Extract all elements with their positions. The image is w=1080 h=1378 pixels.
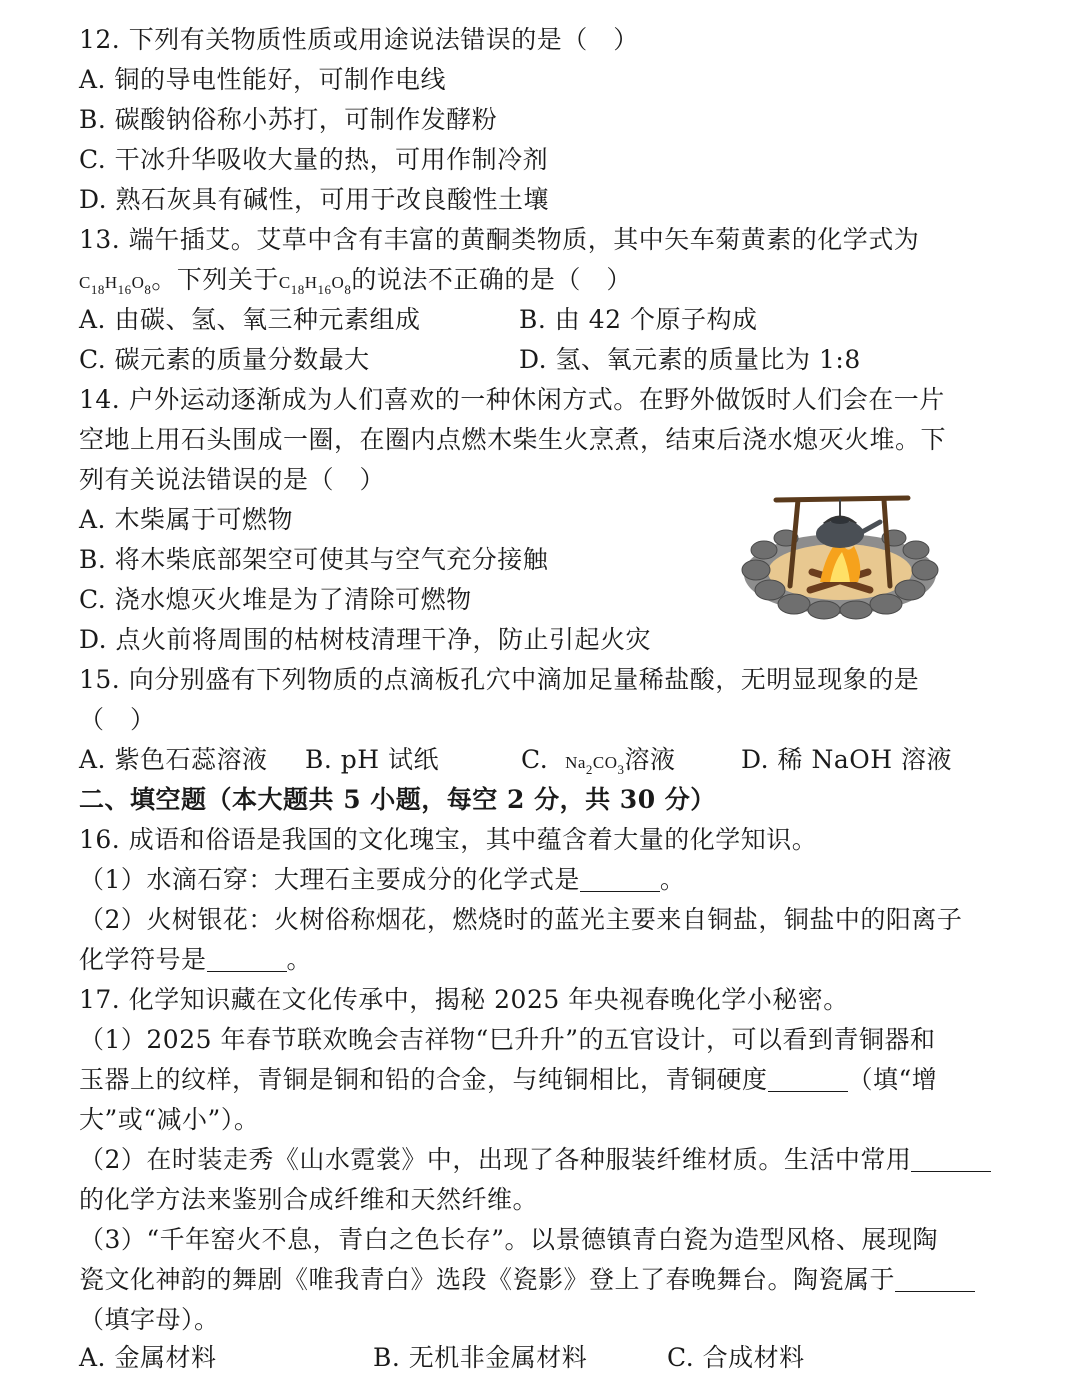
kettle-body — [816, 520, 864, 548]
q17-part1-line2: 玉器上的纹样，青铜是铜和铅的合金，与纯铜相比，青铜硬度 （填“增 — [79, 1065, 938, 1094]
q15-stem-line1: 15. 向分别盛有下列物质的点滴板孔穴中滴加足量稀盐酸，无明显现象的是 — [79, 665, 920, 694]
q16-blank-1[interactable] — [580, 863, 660, 892]
q16-part2-line1: （2）火树银花：火树俗称烟花，燃烧时的蓝光主要来自铜盐，铜盐中的阳离子 — [79, 905, 963, 934]
q13-option-a: A. 由碳、氢、氧三种元素组成 — [79, 305, 421, 334]
q17-option-b: B. 无机非金属材料 — [373, 1343, 588, 1372]
q16-blank-2[interactable] — [207, 943, 287, 972]
q17-blank-1[interactable] — [768, 1063, 848, 1092]
q13-stem-line1: 13. 端午插艾。艾草中含有丰富的黄酮类物质，其中矢车菊黄素的化学式为 — [79, 225, 920, 254]
q16-stem: 16. 成语和俗语是我国的文化瑰宝，其中蕴含着大量的化学知识。 — [79, 825, 818, 854]
q14-option-d: D. 点火前将周围的枯树枝清理干净，防止引起火灾 — [79, 625, 652, 654]
q13-stem-line2: $C_{18}H_{16}O_8$。下列关于$C_{18}H_{16}O_8$的说法不正确的是（ ） — [79, 265, 632, 297]
q15-option-b: B. pH 试纸 — [305, 745, 440, 774]
q14-option-a: A. 木柴属于可燃物 — [79, 505, 293, 534]
q16-part1: （1）水滴石穿：大理石主要成分的化学式是 。 — [79, 865, 686, 894]
q15-stem-line2: （ ） — [79, 705, 156, 734]
q15-na2co3-formula: $Na_2CO_3$ — [565, 753, 625, 777]
q13-option-d: D. 氢、氧元素的质量比为 1:8 — [519, 345, 861, 374]
q13-formula-1: $C_{18}H_{16}O_8$ — [79, 273, 152, 297]
q12-option-c: C. 干冰升华吸收大量的热，可用作制冷剂 — [79, 145, 549, 174]
q14-option-b: B. 将木柴底部架空可使其与空气充分接触 — [79, 545, 549, 574]
q14-stem-line2: 空地上用石头围成一圈，在圈内点燃木柴生火烹煮，结束后浇水熄灭火堆。下 — [79, 425, 947, 454]
kettle-spout — [862, 522, 880, 532]
kettle-lid — [831, 518, 849, 524]
q15-option-c: C. $Na_2CO_3$溶液 — [521, 745, 676, 777]
q17-option-c: C. 合成材料 — [667, 1343, 805, 1372]
q13-option-b: B. 由 42 个原子构成 — [519, 305, 758, 334]
q15-option-d: D. 稀 NaOH 溶液 — [741, 745, 953, 774]
q13-option-c: C. 碳元素的质量分数最大 — [79, 345, 370, 374]
q17-option-a: A. 金属材料 — [79, 1343, 217, 1372]
section-2-heading: 二、填空题（本大题共 5 小题，每空 2 分，共 30 分） — [79, 785, 716, 814]
q12-option-a: A. 铜的导电性能好，可制作电线 — [79, 65, 446, 94]
q17-part2-line1: （2）在时装走秀《山水霓裳》中，出现了各种服装纤维材质。生活中常用 — [79, 1140, 1020, 1180]
q12-option-b: B. 碳酸钠俗称小苏打，可制作发酵粉 — [79, 105, 498, 134]
q16-part2-line2: 化学符号是 。 — [79, 945, 313, 974]
q17-part3-line3: （填字母）。 — [79, 1305, 220, 1334]
q17-blank-3[interactable] — [895, 1263, 975, 1292]
q17-part1-line3: 大”或“减小”）。 — [79, 1105, 260, 1134]
q13-formula-2: $C_{18}H_{16}O_8$ — [278, 273, 352, 297]
q14-stem-line3: 列有关说法错误的是（ ） — [79, 465, 386, 494]
q17-blank-2[interactable] — [911, 1143, 991, 1172]
q12-option-d: D. 熟石灰具有碱性，可用于改良酸性土壤 — [79, 185, 550, 214]
q17-part1-line1: （1）2025 年春节联欢晚会吉祥物“巳升升”的五官设计，可以看到青铜器和 — [79, 1025, 936, 1054]
campfire-kettle-illustration — [740, 486, 940, 620]
q14-option-c: C. 浇水熄灭火堆是为了清除可燃物 — [79, 585, 472, 614]
q14-stem-line1: 14. 户外运动逐渐成为人们喜欢的一种休闲方式。在野外做饭时人们会在一片 — [79, 385, 945, 414]
q17-part2-line2: 的化学方法来鉴别合成纤维和天然纤维。 — [79, 1185, 539, 1214]
q17-part3-line1: （3）“千年窑火不息，青白之色长存”。以景德镇青白瓷为造型风格、展现陶 — [79, 1225, 938, 1254]
q12-stem: 12. 下列有关物质性质或用途说法错误的是（ ） — [79, 25, 639, 54]
q17-stem: 17. 化学知识藏在文化传承中，揭秘 2025 年央视春晚化学小秘密。 — [79, 985, 849, 1014]
q15-option-a: A. 紫色石蕊溶液 — [79, 745, 268, 774]
q17-part3-line2: 瓷文化神韵的舞剧《唯我青白》选段《瓷影》登上了春晚舞台。陶瓷属于 — [79, 1260, 1020, 1300]
